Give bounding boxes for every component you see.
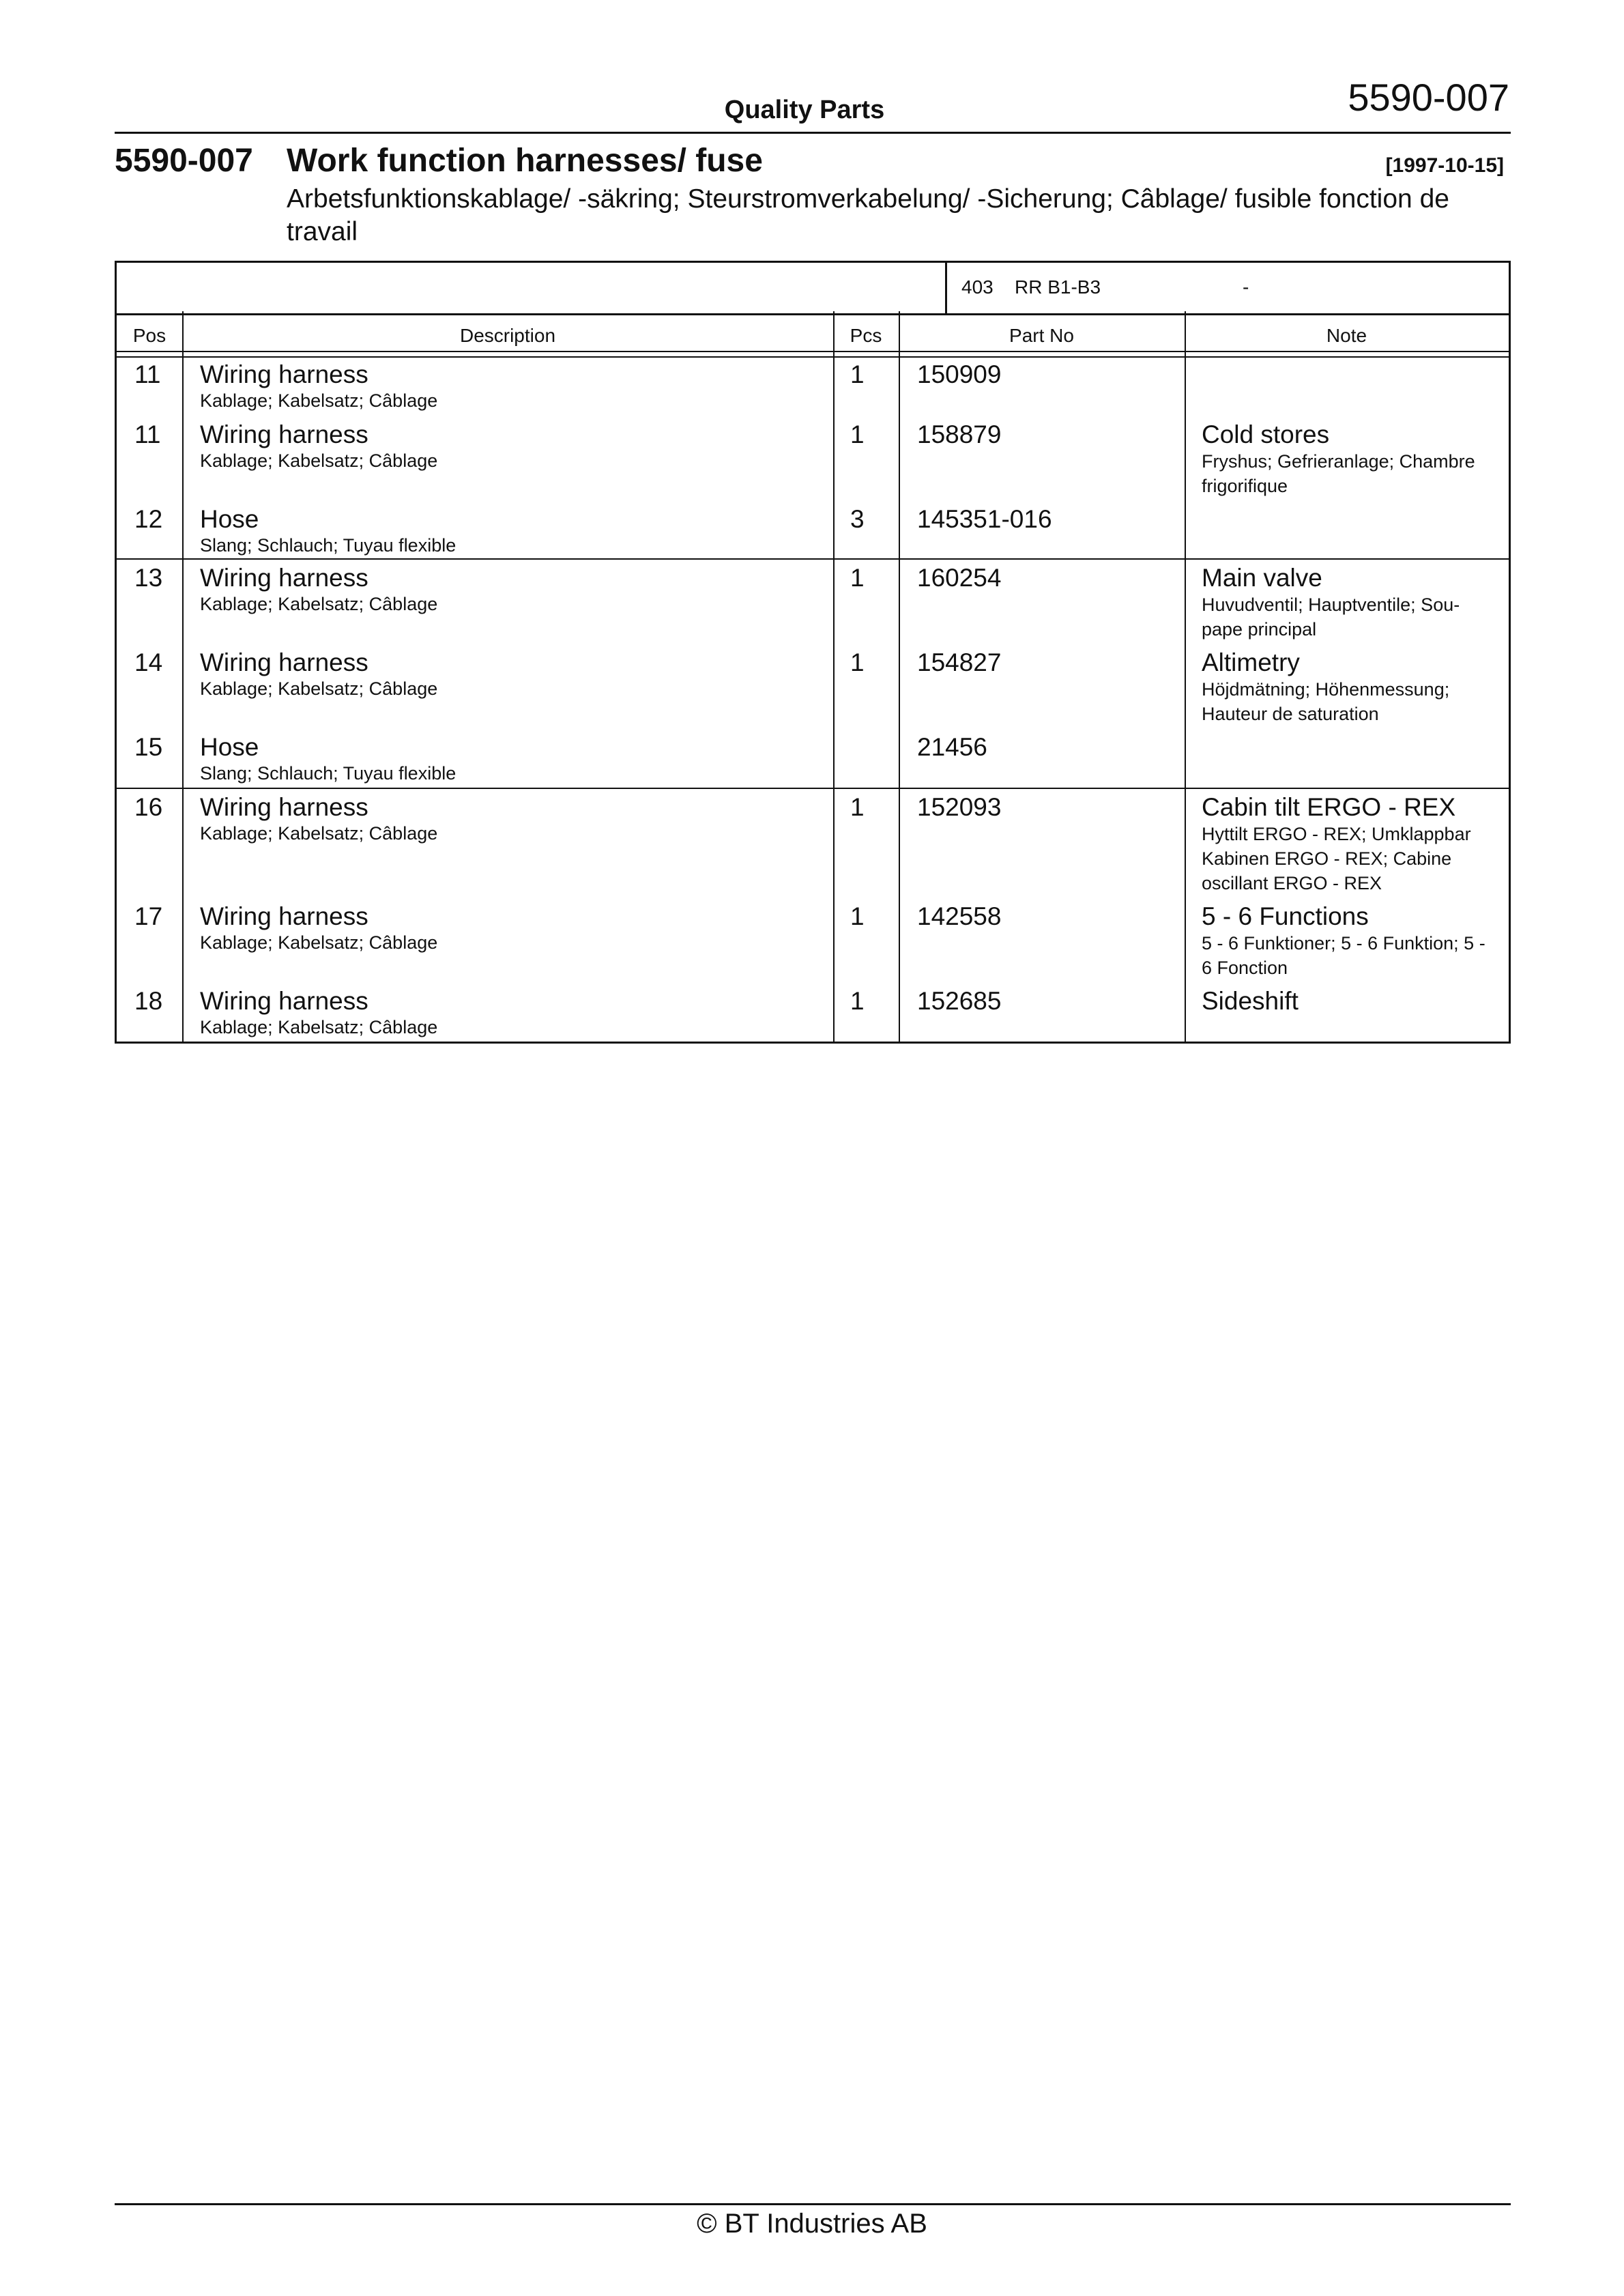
part-number-cell: 21456 [917, 733, 987, 761]
description-title: Wiring harness [200, 793, 368, 821]
part-number-cell: 145351-016 [917, 505, 1052, 533]
description-translations: Kablage; Kabelsatz; Câblage [200, 594, 438, 614]
note-cell [1202, 420, 1495, 498]
column-header-description: Description [459, 325, 556, 346]
group-separator [117, 558, 1509, 560]
note-title: Altimetry [1202, 648, 1300, 676]
pcs-cell: 1 [850, 420, 865, 448]
note-translations: Huvudventil; Hauptventile; Sou-pape principal [1202, 594, 1460, 640]
description-title: Hose [200, 505, 259, 533]
model-dash: - [1243, 276, 1249, 298]
description-title: Wiring harness [200, 420, 368, 448]
pcs-cell: 1 [850, 360, 865, 388]
section-date: [1997-10-15] [1385, 154, 1504, 177]
description-cell [200, 987, 828, 1039]
header-rule [117, 356, 1509, 358]
pos-cell: 17 [134, 902, 163, 930]
note-cell [1202, 902, 1495, 980]
footer-divider [115, 2203, 1511, 2205]
pos-cell: 13 [134, 564, 163, 592]
note-title: Sideshift [1202, 987, 1299, 1015]
pos-cell: 14 [134, 648, 163, 676]
pos-cell: 18 [134, 987, 163, 1015]
part-number-cell: 158879 [917, 420, 1002, 448]
group-separator [117, 788, 1509, 789]
description-translations: Kablage; Kabelsatz; Câblage [200, 678, 438, 699]
description-cell [200, 505, 828, 557]
pcs-cell: 1 [850, 793, 865, 821]
header-rule [117, 351, 1509, 352]
description-translations: Kablage; Kabelsatz; Câblage [200, 450, 438, 471]
description-title: Wiring harness [200, 987, 368, 1015]
note-translations: Fryshus; Gefrieranlage; Chambre frigorifique [1202, 451, 1475, 496]
note-cell [1202, 987, 1495, 1016]
model-box [115, 261, 1511, 315]
column-divider [899, 311, 900, 1042]
description-cell [200, 793, 828, 845]
description-title: Hose [200, 733, 259, 761]
model-code: 403 [961, 276, 994, 298]
column-header-pos: Pos [132, 325, 166, 346]
note-translations: Hyttilt ERGO - REX; Umklappbar Kabinen ERGO - REX; Cabine oscillant ERGO - REX [1202, 824, 1471, 893]
description-cell [200, 360, 828, 412]
section-subtitle: Arbetsfunktionskablage/ -säkring; Steurstromverkabelung/ -Sicherung; Câblage/ fusible fonction de travail [287, 184, 1449, 246]
part-number-cell: 154827 [917, 648, 1002, 676]
description-cell [200, 733, 828, 785]
description-translations: Kablage; Kabelsatz; Câblage [200, 932, 438, 953]
column-header-note: Note [1326, 325, 1367, 346]
note-title: Cold stores [1202, 420, 1330, 448]
description-translations: Kablage; Kabelsatz; Câblage [200, 390, 438, 411]
pcs-cell: 1 [850, 902, 865, 930]
note-translations: 5 - 6 Funktioner; 5 - 6 Funktion; 5 - 6 Fonction [1202, 933, 1485, 978]
note-title: Main valve [1202, 564, 1322, 592]
note-translations: Höjdmätning; Höhenmessung; Hauteur de saturation [1202, 679, 1450, 724]
column-divider [833, 311, 835, 1042]
description-translations: Slang; Schlauch; Tuyau flexible [200, 763, 456, 784]
description-translations: Slang; Schlauch; Tuyau flexible [200, 535, 456, 556]
description-translations: Kablage; Kabelsatz; Câblage [200, 823, 438, 844]
pcs-cell: 1 [850, 648, 865, 676]
description-title: Wiring harness [200, 360, 368, 388]
header-title: Quality Parts [724, 96, 885, 124]
part-number-cell: 142558 [917, 902, 1002, 930]
model-box-divider [945, 263, 947, 313]
doc-number: 5590-007 [1348, 76, 1509, 119]
model-name: RR B1-B3 [1015, 276, 1101, 298]
pcs-cell: 1 [850, 564, 865, 592]
column-header-pcs: Pcs [850, 325, 882, 346]
pos-cell: 12 [134, 505, 163, 533]
description-title: Wiring harness [200, 648, 368, 676]
pos-cell: 15 [134, 733, 163, 761]
description-title: Wiring harness [200, 902, 368, 930]
pos-cell: 16 [134, 793, 163, 821]
note-cell [1202, 564, 1495, 642]
part-number-cell: 152093 [917, 793, 1002, 821]
description-cell [200, 564, 828, 616]
pos-cell: 11 [134, 360, 161, 388]
header-divider [115, 132, 1511, 134]
column-divider [1185, 311, 1186, 1042]
column-divider [182, 311, 184, 1042]
part-number-cell: 160254 [917, 564, 1002, 592]
description-cell [200, 902, 828, 954]
note-title: Cabin tilt ERGO - REX [1202, 793, 1456, 821]
note-cell [1202, 793, 1495, 895]
part-number-cell: 150909 [917, 360, 1002, 388]
section-title: Work function harnesses/ fuse [287, 143, 763, 179]
description-cell [200, 420, 828, 472]
pcs-cell: 1 [850, 987, 865, 1015]
footer-copyright: © BT Industries AB [697, 2209, 927, 2239]
pos-cell: 11 [134, 420, 161, 448]
note-title: 5 - 6 Functions [1202, 902, 1369, 930]
pcs-cell: 3 [850, 505, 865, 533]
description-cell [200, 648, 828, 700]
column-header-part-no: Part No [1009, 325, 1074, 346]
section-code: 5590-007 [115, 143, 253, 179]
parts-table [115, 311, 1511, 1044]
description-title: Wiring harness [200, 564, 368, 592]
note-cell [1202, 648, 1495, 726]
part-number-cell: 152685 [917, 987, 1002, 1015]
description-translations: Kablage; Kabelsatz; Câblage [200, 1017, 438, 1037]
